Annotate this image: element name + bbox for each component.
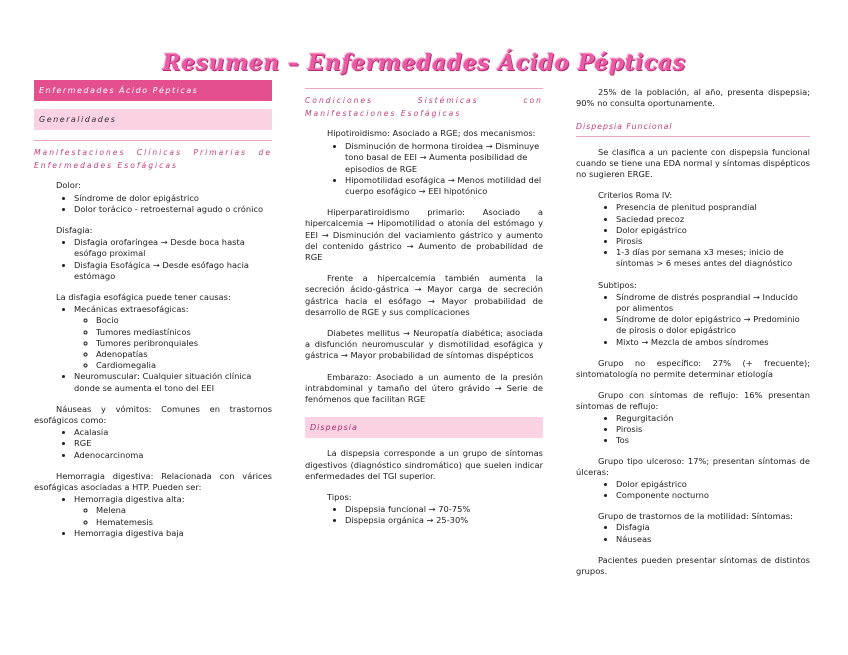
- dolor-label: Dolor:: [56, 180, 81, 191]
- list-item: ◦ Adenopatías: [96, 349, 272, 360]
- list-item: • Síndrome de distrés posprandial → Inducido por alimentos: [616, 292, 810, 314]
- roma-list: [576, 202, 810, 269]
- hemorragia-text: Hemorragia digestiva: Relacionada con várices esofágicas asociadas a HTP. Pueden ser:: [34, 470, 272, 493]
- causas-list: [34, 304, 272, 394]
- list-item: • Dispepsia funcional → 70-75%: [345, 504, 543, 515]
- list-item: ◦ Melena: [96, 505, 272, 516]
- list-item: • Regurgitación: [616, 413, 810, 424]
- list-item: ◦ Hematemesis: [96, 517, 272, 528]
- list-item: • Disfagia orofaríngea → Desde boca hasta esófago proximal: [74, 237, 272, 259]
- hemorragia-list: [34, 494, 272, 539]
- list-item: • 1-3 días por semana x3 meses; inicio de síntomas > 6 meses antes del diagnóstico: [616, 247, 810, 269]
- list-item: ◦ Bocio: [96, 315, 272, 326]
- prevalence-text: 25% de la población, al año, presenta dispepsia; 90% no consulta oportunamente.: [576, 87, 810, 109]
- list-item: [74, 494, 272, 528]
- list-item: ◦ Tumores mediastínicos: [96, 327, 272, 338]
- tipos-label: Tipos:: [327, 492, 352, 503]
- motilidad-list: [576, 522, 810, 544]
- list-item: • Presencia de plenitud posprandial: [616, 202, 810, 213]
- hipotiroidismo-text: Hipotiroidismo: Asociado a RGE; dos mecanismos:: [327, 128, 536, 138]
- list-item: • Pirosis: [616, 236, 810, 247]
- subsection-title: Manifestaciones Clínicas Primarias de Enfermedades Esofágicas: [34, 140, 272, 172]
- nauseas-text: Náuseas y vómitos: Comunes en trastornos esofágicos como:: [34, 403, 272, 426]
- list-item: • Dispepsia orgánica → 25-30%: [345, 515, 543, 526]
- list-item: • Náuseas: [616, 534, 810, 545]
- list-item: • Adenocarcinoma: [74, 450, 272, 461]
- subsection-title: Dispepsia Funcional: [576, 121, 810, 136]
- funcional-definition: Se clasifica a un paciente con dispepsia funcional cuando se tiene una EDA normal y síntomas dispépticos no sugieren ERGE.: [576, 146, 810, 180]
- hipotiroidismo-list: [305, 141, 543, 197]
- column-2: [305, 88, 543, 537]
- list-item: • Disfagia: [616, 522, 810, 533]
- roma-label: Criterios Roma IV:: [598, 190, 673, 201]
- mecanicas-sublist: [74, 315, 272, 371]
- disfagia-label: Disfagia:: [56, 225, 93, 236]
- dispepsia-definition: La dispepsia corresponde a un grupo de síntomas digestivos (diagnóstico sindromático) que suelen indicar enfermedades del TGI superior.: [305, 448, 543, 481]
- list-item: • Mixto → Mezcla de ambos síndromes: [616, 337, 810, 348]
- list-item: • Hemorragia digestiva baja: [74, 528, 272, 539]
- subsection-header: Generalidades: [34, 109, 272, 130]
- list-item: • Disfagia Esofágica → Desde esófago hacia estómago: [74, 260, 272, 282]
- hipercalcemia-text: Frente a hipercalcemia también aumenta la secreción ácido-gástrica → Mayor carga de secreción gástrica hacia el esófago → Mayor probabilidad de desarrollo de RGE y sus complicaciones: [305, 273, 543, 317]
- dolor-list: [34, 193, 272, 215]
- hiperparatiroidismo-text: Hiperparatiroidismo primario: Asociado a hipercalcemia → Hipomotilidad o atonía del estómago y EEI → Disminución del vaciamiento gástrico y aumento del contenido gástrico → Aumento de probabilidad de RGE: [305, 207, 543, 263]
- subtipos-label: Subtipos:: [598, 279, 637, 290]
- list-item: • Síndrome de dolor epigástrico → Predominio de pirosis o dolor epigástrico: [616, 314, 810, 336]
- list-item: • Neuromuscular: Cualquier situación clínica donde se aumenta el tono del EEI: [74, 371, 272, 393]
- hemo-alta-label: Hemorragia digestiva alta:: [74, 494, 185, 505]
- list-item: • RGE: [74, 438, 272, 449]
- causas-intro: La disfagia esofágica puede tener causas:: [56, 292, 231, 303]
- grupo-no-especifico: Grupo no específico: 27% (+ frecuente); sintomatología no permite determinar etiología: [576, 357, 810, 380]
- disfagia-list: [34, 237, 272, 282]
- page-title: Resumen – Enfermedades Ácido Pépticas: [162, 50, 686, 76]
- diabetes-text: Diabetes mellitus → Neuropatía diabética; asociada a disfunción neuromuscular y dismotilidad esofágica y gástrica → Mayor probabilidad de síntomas dispépticos: [305, 328, 543, 361]
- list-item: [74, 304, 272, 371]
- ulceroso-list: [576, 479, 810, 501]
- reflujo-list: [576, 413, 810, 447]
- list-item: • Disminución de hormona tiroidea → Disminuye tono basal de EEI → Aumenta posibilidad de episodios de RGE: [345, 141, 543, 175]
- pacientes-text: Pacientes pueden presentar síntomas de distintos grupos.: [576, 554, 810, 576]
- subtipos-list: [576, 292, 810, 348]
- grupo-motilidad: Grupo de trastornos de la motilidad: Síntomas:: [598, 511, 793, 522]
- list-item: • Tos: [616, 435, 810, 446]
- column-3: [576, 87, 810, 587]
- list-item: • Componente nocturno: [616, 490, 810, 501]
- column-1: [34, 80, 272, 549]
- grupo-ulceroso: Grupo tipo ulceroso: 17%; presentan síntomas de úlceras:: [576, 456, 810, 478]
- subsection-title: Condiciones Sistémicas con Manifestaciones Esofágicas: [305, 88, 543, 120]
- mecanicas-label: Mecánicas extraesofágicas:: [74, 304, 189, 315]
- tipos-list: [305, 504, 543, 526]
- list-item: • Síndrome de dolor epigástrico: [74, 193, 272, 204]
- list-item: • Acalasia: [74, 427, 272, 438]
- list-item: • Pirosis: [616, 424, 810, 435]
- nauseas-list: [34, 427, 272, 461]
- list-item: • Dolor epigástrico: [616, 225, 810, 236]
- section-header: Enfermedades Ácido Pépticas: [34, 80, 272, 101]
- list-item: • Dolor torácico - retroesternal agudo o crónico: [74, 204, 272, 215]
- list-item: • Dolor epigástrico: [616, 479, 810, 490]
- list-item: • Saciedad precoz: [616, 214, 810, 225]
- list-item: ◦ Cardiomegalia: [96, 360, 272, 371]
- hemo-alta-sublist: [74, 505, 272, 527]
- embarazo-text: Embarazo: Asociado a un aumento de la presión intrabdominal y tamaño del útero grávido → Serie de fenómenos que facilitan RGE: [305, 371, 543, 405]
- grupo-reflujo: Grupo con síntomas de reflujo: 16% presentan síntomas de reflujo:: [576, 390, 810, 412]
- list-item: ◦ Tumores peribronquiales: [96, 338, 272, 349]
- list-item: • Hipomotilidad esofágica → Menos motilidad del cuerpo esofágico → EEI hipotónico: [345, 175, 543, 197]
- dispepsia-header: Dispepsia: [305, 417, 543, 438]
